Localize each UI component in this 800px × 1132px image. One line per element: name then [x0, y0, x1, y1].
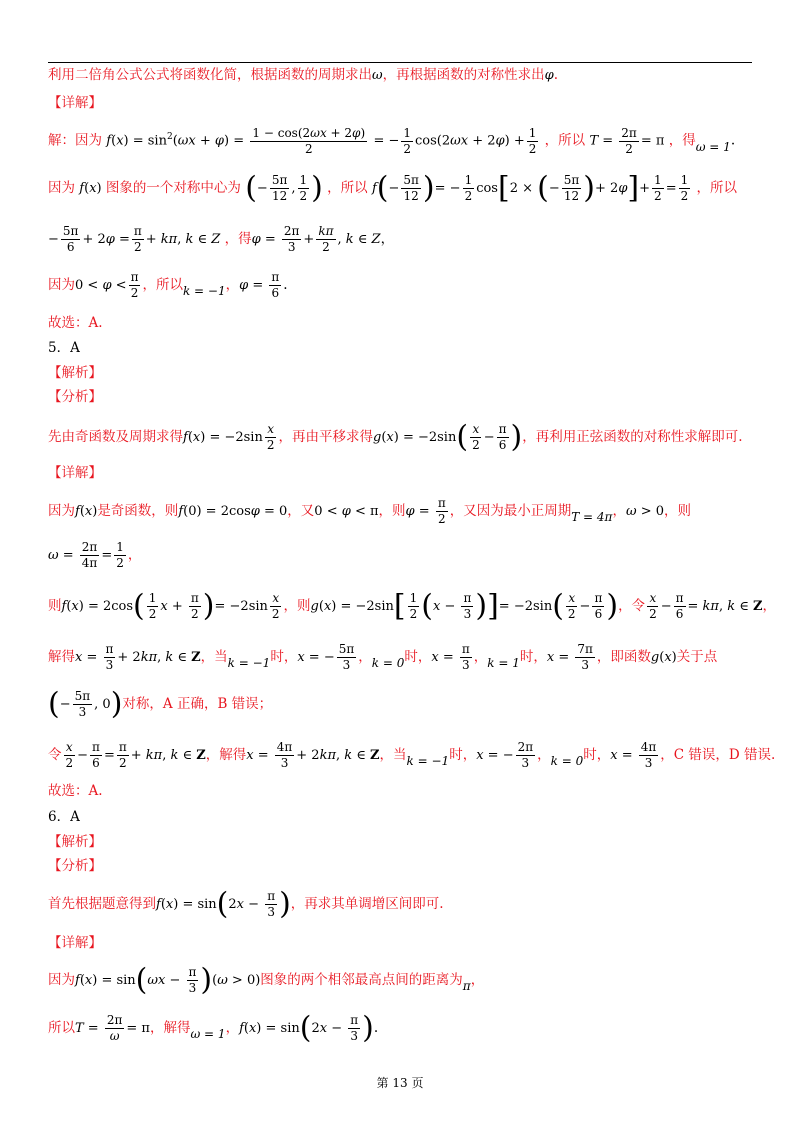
detail-heading-5: 【详解】 — [48, 465, 102, 481]
page-number: 第 13 页 — [376, 1076, 424, 1090]
fenxi-heading-5: 【分析】 — [48, 389, 102, 405]
fenxi-heading-6: 【分析】 — [48, 858, 102, 874]
header-rule — [48, 62, 752, 63]
text-line-1: 利用二倍角公式公式将函数化简，根据函数的周期求出ω，再根据函数的对称性求出φ. — [48, 67, 559, 83]
analysis-heading-5: 【解析】 — [48, 365, 102, 381]
solution-line-1: 解：因为 $f(x) = \sin^2(\omega x + \varphi)$ = $\frac{1 - \cos(2\omega x + 2\varphi)}{2}$ = − $\frac{1}{2}$ cos(2ωx + 2φ) + $\frac{1}{2}$ ，所以 T = $\frac{2\pi}{2}$ = π ，得ω = 1. — [48, 125, 736, 156]
detail-line-6b: 所以T = $\frac{2\pi}{\omega}$ = π，解得ω = 1，f(x) = sin(2x − $\frac{\pi}{3}$ ). — [48, 1010, 379, 1046]
detail-line-5d: 解得x = $\frac{\pi}{3}$ + 2kπ, k ∈ Z，当k = −1时，x = − $\frac{5\pi}{3}$ ，k = 0时，x = $\frac{\pi}{3}$ ，k = 1时，x = $\frac{7\pi}{3}$ ，即函数g(x)关于点 — [48, 642, 718, 672]
detail-line-5c: 则f(x) = 2cos( $\frac{1}{2}$ x + $\frac{\pi}{2}$ )= −2sin $\frac{x}{2}$ ，则g(x) = −2sin[ $\frac{1}{2}$ (x − $\frac{\pi}{3}$ )]= −2sin( $\frac{x}{2}$ − $\frac{\pi}{6}$ )，令 $\frac{x}{2}$ − $\frac{\pi}{6}$ = kπ, k ∈ Z， — [48, 588, 776, 624]
detail-line-6a: 因为f(x) = sin(ωx − $\frac{\pi}{3}$ )(ω > 0)图象的两个相邻最高点间的距离为π， — [48, 962, 485, 998]
question-5-answer: 5．A — [48, 340, 80, 356]
analysis-line-5: 先由奇函数及周期求得f(x) = −2sin $\frac{x}{2}$ ，再由平移求得g(x) = −2sin( $\frac{x}{2}$ − $\frac{\pi}{6}$ )，再利用正弦函数的对称性求解即可. — [48, 419, 743, 455]
detail-heading-1: 【详解】 — [48, 95, 102, 111]
detail-line-5b: ω = $\frac{2\pi}{4\pi}$ = $\frac{1}{2}$ ， — [48, 540, 142, 570]
answer-line-4: 故选：A. — [48, 315, 103, 331]
question-6-answer: 6．A — [48, 809, 80, 825]
analysis-line-6: 首先根据题意得到f(x) = sin(2x − $\frac{\pi}{3}$ )，再求其单调增区间即可. — [48, 886, 444, 922]
solution-line-4: 因为0 < φ < $\frac{\pi}{2}$ ，所以k = −1，φ = $\frac{\pi}{6}$ . — [48, 270, 288, 300]
solution-line-2: 因为 f(x) 图象的一个对称中心为 (− $\frac{5\pi}{12}$ , $\frac{1}{2}$ ) ，所以 f(− $\frac{5\pi}{12}$ )= − $\frac{1}{2}$ cos[2 × (− $\frac{5\pi}{12}$ )+ 2φ]+ $\frac{1}{2}$ = $\frac{1}{2}$ ，所以 — [48, 170, 738, 206]
detail-line-5f: 令 $\frac{x}{2}$ − $\frac{\pi}{6}$ = $\frac{\pi}{2}$ + kπ, k ∈ Z，解得x = $\frac{4\pi}{3}$ + 2kπ, k ∈ Z，当k = −1时，x = − $\frac{2\pi}{3}$ ，k = 0时，x = $\frac{4\pi}{3}$ ，C 错误，D 错误. — [48, 740, 776, 770]
answer-line-5: 故选：A. — [48, 783, 103, 799]
detail-line-5e: (− $\frac{5\pi}{3}$ , 0)对称，A 正确，B 错误； — [48, 686, 273, 722]
detail-heading-6: 【详解】 — [48, 935, 102, 951]
detail-line-5a: 因为f(x)是奇函数，则f(0) = 2cosφ = 0，又0 < φ < π，则φ = $\frac{\pi}{2}$ ，又因为最小正周期T = 4π，ω > 0，则 — [48, 496, 691, 526]
analysis-heading-6: 【解析】 — [48, 834, 102, 850]
solution-line-3: − $\frac{5\pi}{6}$ + 2φ = $\frac{\pi}{2}$ + kπ, k ∈ Z ，得φ = $\frac{2\pi}{3}$ + $\frac{k\pi}{2}$ , k ∈ Z， — [48, 224, 395, 254]
